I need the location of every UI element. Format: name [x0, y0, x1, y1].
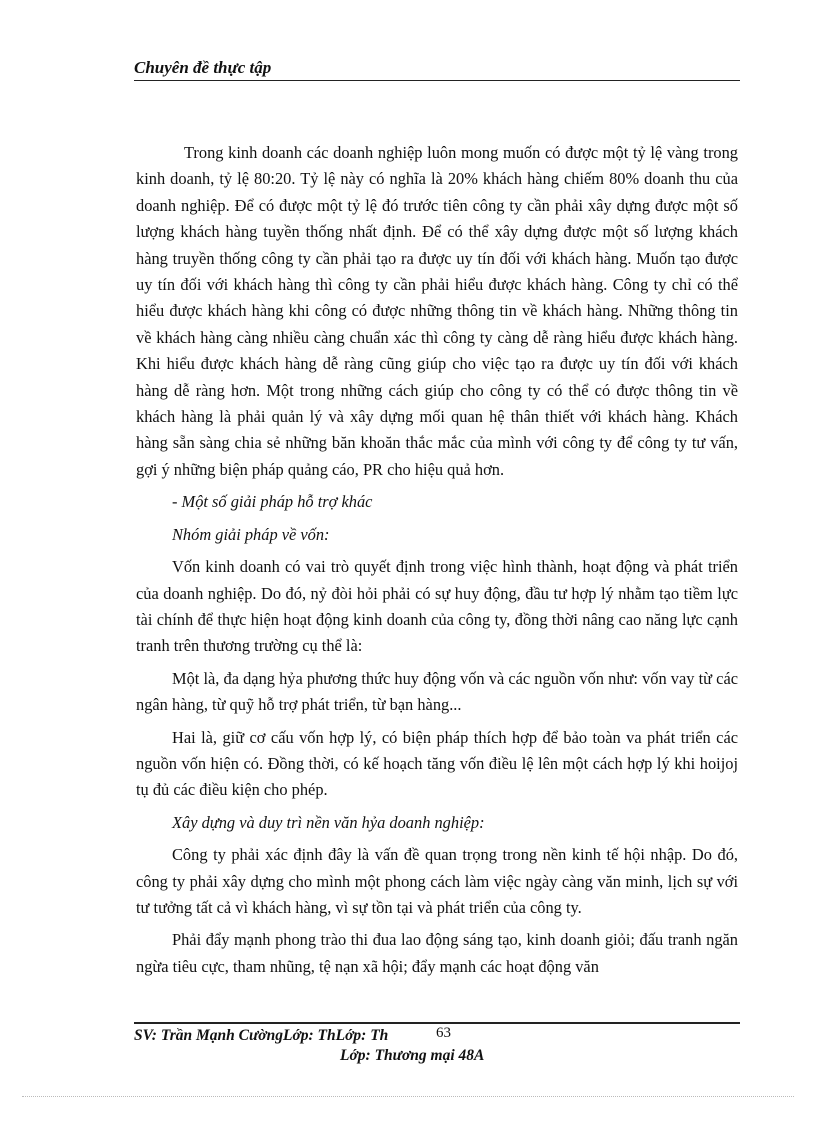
body-text	[136, 140, 738, 986]
subheading-culture: Xây dựng và duy trì nền văn hỷa doanh nghiệp:	[172, 812, 485, 832]
paragraph-culture: Công ty phải xác định đây là vấn đề quan trọng trong nền kinh tế hội nhập. Do đó, công ty phải xây dựng cho mình một phong cách làm việc ngày càng văn minh, lịch sự với tư tưởng tất cả vì khách hàng, vì sự tồn tại và phát triển của công ty.	[136, 845, 738, 917]
paragraph-capital-one: Một là, đa dạng hỷa phương thức huy động vốn và các nguồn vốn như: vốn vay từ các ngân hàng, từ quỹ hỗ trợ phát triển, từ bạn hàng...	[136, 668, 738, 715]
footer-class: Lớp: Thương mại 48A	[340, 1047, 485, 1064]
paragraph-intro: Trong kinh doanh các doanh nghiệp luôn mong muốn có được một tỷ lệ vàng trong kinh doanh, tỷ lệ 80:20. Tỷ lệ này có nghĩa là 20% khách hàng chiếm 80% doanh thu của doanh nghiệp. Để có được một tỷ lệ đó trước tiên công ty cần phải xây dựng được một số lượng khách hàng tuyền thống nhất định. Để có thể xây dựng được một số lượng khách hàng truyền thống công ty cần phải tạo ra được uy tín đối với khách hàng. Muốn tạo được uy tín đối với khách hàng thì công ty cần phải hiểu được khách hàng. Công ty chỉ có thể hiểu được khách hàng khi công có được những thông tin về khách hàng. Những thông tin về khách hàng càng nhiều càng chuẩn xác thì công ty càng dễ ràng hiểu được khách hàng. Khi hiểu được khách hàng dễ ràng cũng giúp cho việc tạo ra được uy tín đối với khách hàng dễ ràng hơn. Một trong những cách giúp cho công ty có thể có được thông tin về khách hàng là phải quản lý và xây dựng mối quan hệ thân thiết với khách hàng. Khách hàng sẵn sàng chia sẻ những băn khoăn thắc mắc của mình với công ty để công ty tư vấn, gợi ý những biện pháp quảng cáo, PR cho hiệu quả hơn.	[136, 143, 738, 479]
footer-divider	[134, 1022, 740, 1024]
section-heading-support: - Một số giải pháp hỗ trợ khác	[172, 492, 373, 512]
footer-student: SV: Trần Mạnh CườngLớp: ThLớp: Th	[134, 1027, 389, 1044]
paragraph-capital: Vốn kinh doanh có vai trò quyết định trong việc hình thành, hoạt động và phát triển của doanh nghiệp. Do đó, nỷ đòi hỏi phải có sự huy động, đầu tư hợp lý nhằm tạo tiềm lực tài chính để thực hiện hoạt động kinh doanh của công ty, đồng thời nâng cao năng lực cạnh tranh trên thương trường cụ thể là:	[136, 557, 738, 656]
page-edge	[22, 1096, 794, 1097]
page-header	[134, 58, 740, 81]
paragraph-emulation: Phải đẩy mạnh phong trào thi đua lao động sáng tạo, kinh doanh giỏi; đấu tranh ngăn ngừa tiêu cực, tham nhũng, tệ nạn xã hội; đẩy mạnh các hoạt động văn	[136, 930, 738, 976]
page-number: 63	[436, 1025, 451, 1041]
subheading-capital: Nhóm giải pháp về vốn:	[172, 524, 330, 544]
header-title: Chuyên đề thực tập	[134, 58, 272, 77]
paragraph-capital-two: Hai là, giữ cơ cấu vốn hợp lý, có biện pháp thích hợp để bảo toàn va phát triển các nguồn vốn hiện có. Đồng thời, có kế hoạch tăng vốn điều lệ lên một cách hợp lý khi hoijoj tụ đủ các điều kiện cho phép.	[136, 727, 738, 800]
